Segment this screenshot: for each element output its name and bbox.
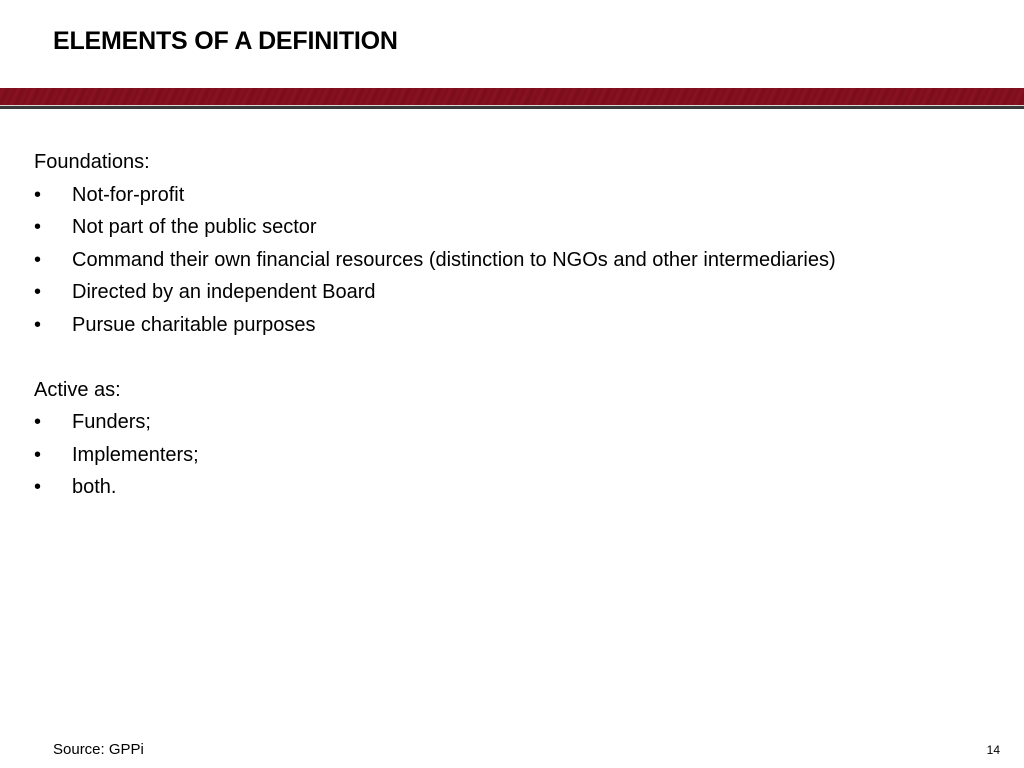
list-item xyxy=(34,471,994,504)
section-spacer xyxy=(34,341,994,374)
bullet-icon: • xyxy=(34,281,42,303)
list-item xyxy=(34,309,994,342)
list-item-text: Directed by an independent Board xyxy=(72,281,376,303)
title-divider-band xyxy=(0,88,1024,108)
bullet-icon: • xyxy=(34,248,42,271)
list-item-text: both. xyxy=(72,476,117,498)
list-item xyxy=(34,211,994,244)
list-item-text: Funders; xyxy=(72,411,151,433)
section-active-as xyxy=(34,374,994,504)
section-foundations xyxy=(34,146,994,341)
bullet-icon: • xyxy=(34,411,42,433)
bullet-icon: • xyxy=(34,443,42,466)
list-item xyxy=(34,179,994,212)
list-item-text: Not part of the public sector xyxy=(72,216,317,238)
bullet-icon: • xyxy=(34,313,42,336)
slide-title: ELEMENTS OF A DEFINITION xyxy=(53,27,398,55)
slide-body xyxy=(34,146,994,504)
section-heading: Active as: xyxy=(34,378,121,401)
divider-red-stripe xyxy=(0,88,1024,105)
list-item-text: Command their own financial resources (distinction to NGOs and other intermediaries) xyxy=(72,248,836,271)
list-item xyxy=(34,406,994,439)
list-item-text: Implementers; xyxy=(72,443,199,466)
list-item xyxy=(34,276,994,309)
divider-dark-line xyxy=(0,106,1024,109)
list-item-text: Not-for-profit xyxy=(72,183,185,206)
source-note: Source: GPPi xyxy=(53,741,144,758)
list-item xyxy=(34,244,994,277)
list-item-text: Pursue charitable purposes xyxy=(72,313,316,336)
bullet-icon: • xyxy=(34,476,42,498)
bullet-list xyxy=(34,179,994,342)
list-item xyxy=(34,439,994,472)
section-heading: Foundations: xyxy=(34,151,150,173)
bullet-list xyxy=(34,406,994,504)
page-number: 14 xyxy=(986,743,1000,757)
bullet-icon: • xyxy=(34,183,42,206)
bullet-icon: • xyxy=(34,216,42,238)
